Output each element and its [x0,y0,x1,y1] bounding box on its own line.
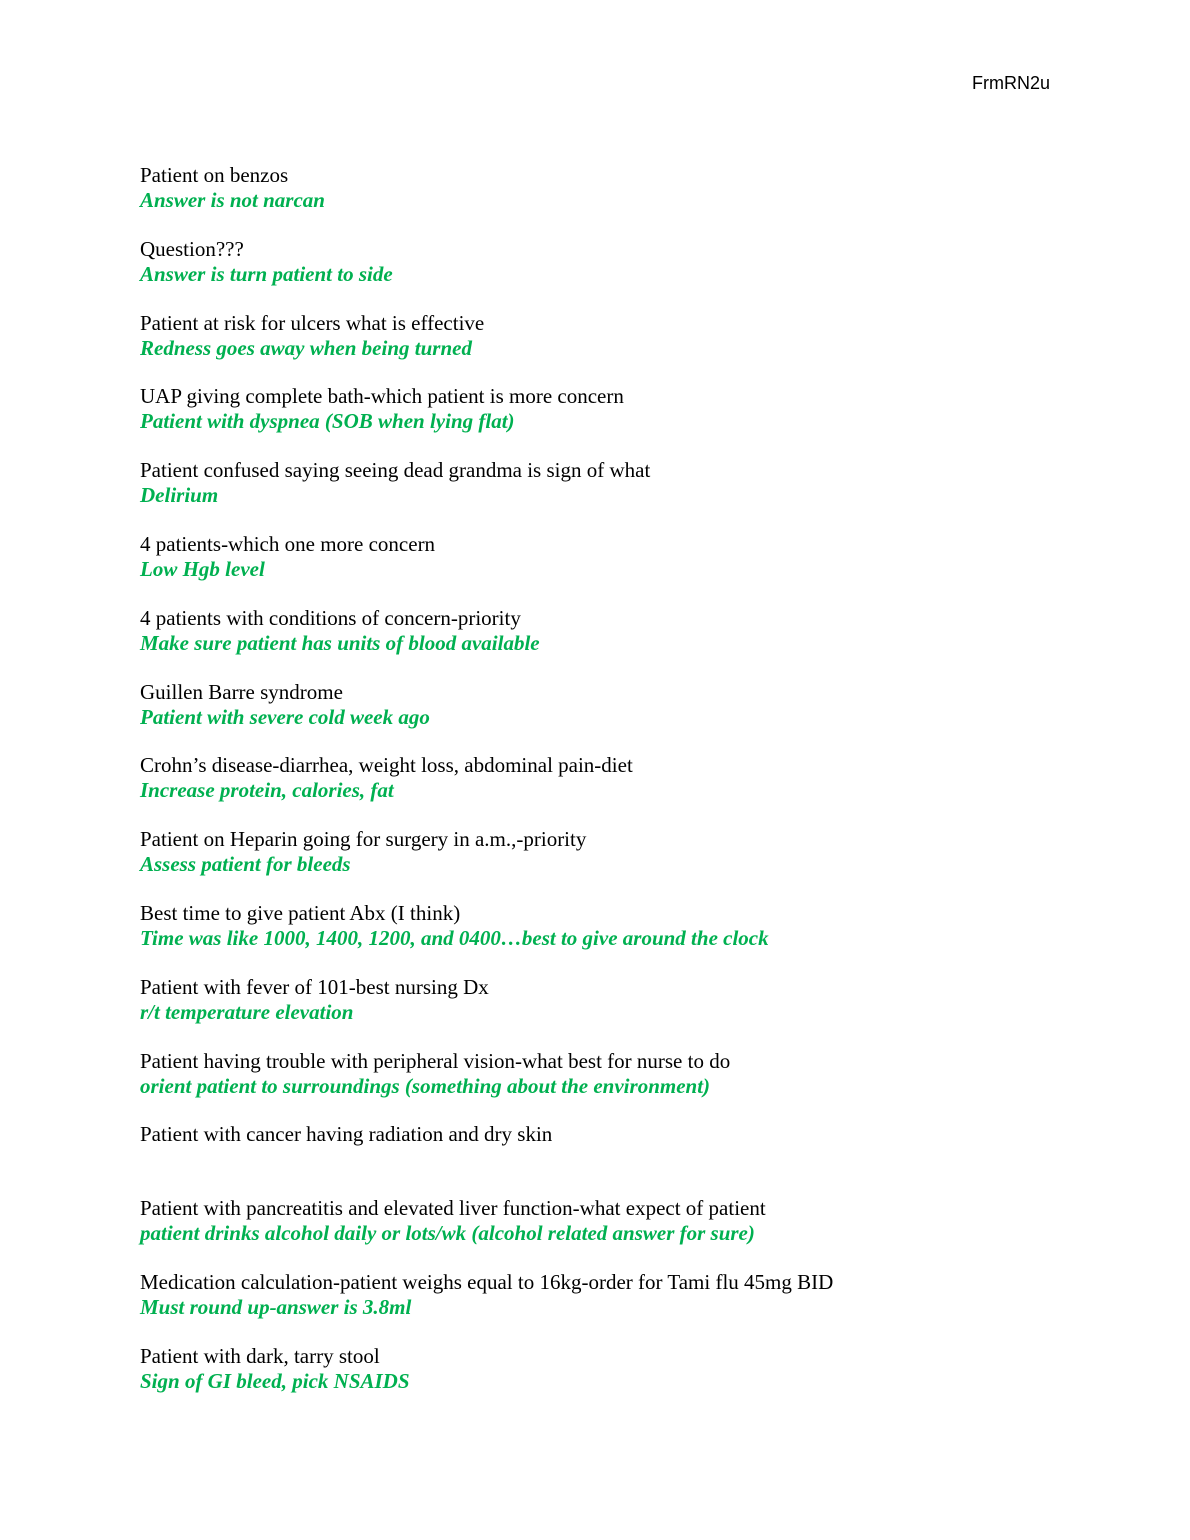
qa-item [140,384,1060,458]
question-text: Patient with dark, tarry stool [140,1343,380,1368]
answer-text: Must round up-answer is 3.8ml [140,1294,412,1319]
answer-text: Assess patient for bleeds [140,852,351,877]
question-text: Patient confused saying seeing dead grandma is sign of what [140,458,651,483]
answer-text: Answer is turn patient to side [140,261,393,286]
question-text: Crohn’s disease-diarrhea, weight loss, abdominal pain-diet [140,753,633,778]
question-text: Patient with pancreatitis and elevated liver function-what expect of patient [140,1196,766,1221]
qa-item [140,163,1060,237]
question-text: 4 patients-which one more concern [140,531,436,556]
question-text: 4 patients with conditions of concern-priority [140,605,521,630]
answer-text: Answer is not narcan [140,188,325,212]
qa-item [140,975,1060,1049]
answer-text: Patient with severe cold week ago [140,704,430,729]
question-text: Medication calculation-patient weighs equal to 16kg-order for Tami flu 45mg BID [140,1269,834,1294]
qa-item [140,1344,1060,1418]
qa-item [140,680,1060,754]
answer-text: r/t temperature elevation [140,999,354,1024]
question-text: Question??? [140,236,244,261]
qa-item [140,1122,1060,1196]
answer-text: Patient with dyspnea (SOB when lying flat) [140,409,515,434]
qa-item [140,532,1060,606]
answer-text: patient drinks alcohol daily or lots/wk (alcohol related answer for sure) [140,1221,755,1246]
qa-item [140,311,1060,385]
question-text: Patient having trouble with peripheral vision-what best for nurse to do [140,1048,731,1073]
qa-list [140,163,1060,1418]
qa-item [140,1270,1060,1344]
answer-text [140,1147,1060,1172]
qa-item [140,901,1060,975]
question-text: Guillen Barre syndrome [140,679,343,704]
qa-item [140,458,1060,532]
qa-item [140,237,1060,311]
question-text: UAP giving complete bath-which patient is more concern [140,384,624,409]
question-text: Patient at risk for ulcers what is effective [140,310,485,335]
answer-text: Low Hgb level [140,556,265,581]
answer-text: Sign of GI bleed, pick NSAIDS [140,1368,410,1393]
answer-text: Time was like 1000, 1400, 1200, and 0400…best to give around the clock [140,925,769,950]
header-mark: FrmRN2u [971,73,1050,93]
question-text: Patient with fever of 101-best nursing Dx [140,974,489,999]
question-text: Patient on benzos [140,163,289,187]
qa-item [140,827,1060,901]
answer-text: Increase protein, calories, fat [140,778,394,803]
answer-text: Make sure patient has units of blood available [140,630,540,655]
qa-item [140,606,1060,680]
qa-item [140,1196,1060,1270]
answer-text: orient patient to surroundings (something about the environment) [140,1073,711,1098]
question-text: Patient with cancer having radiation and dry skin [140,1122,553,1147]
answer-text: Redness goes away when being turned [140,335,472,360]
qa-item [140,1049,1060,1123]
question-text: Best time to give patient Abx (I think) [140,900,461,925]
qa-item [140,753,1060,827]
question-text: Patient on Heparin going for surgery in a.m.,-priority [140,827,587,852]
answer-text: Delirium [140,483,219,508]
